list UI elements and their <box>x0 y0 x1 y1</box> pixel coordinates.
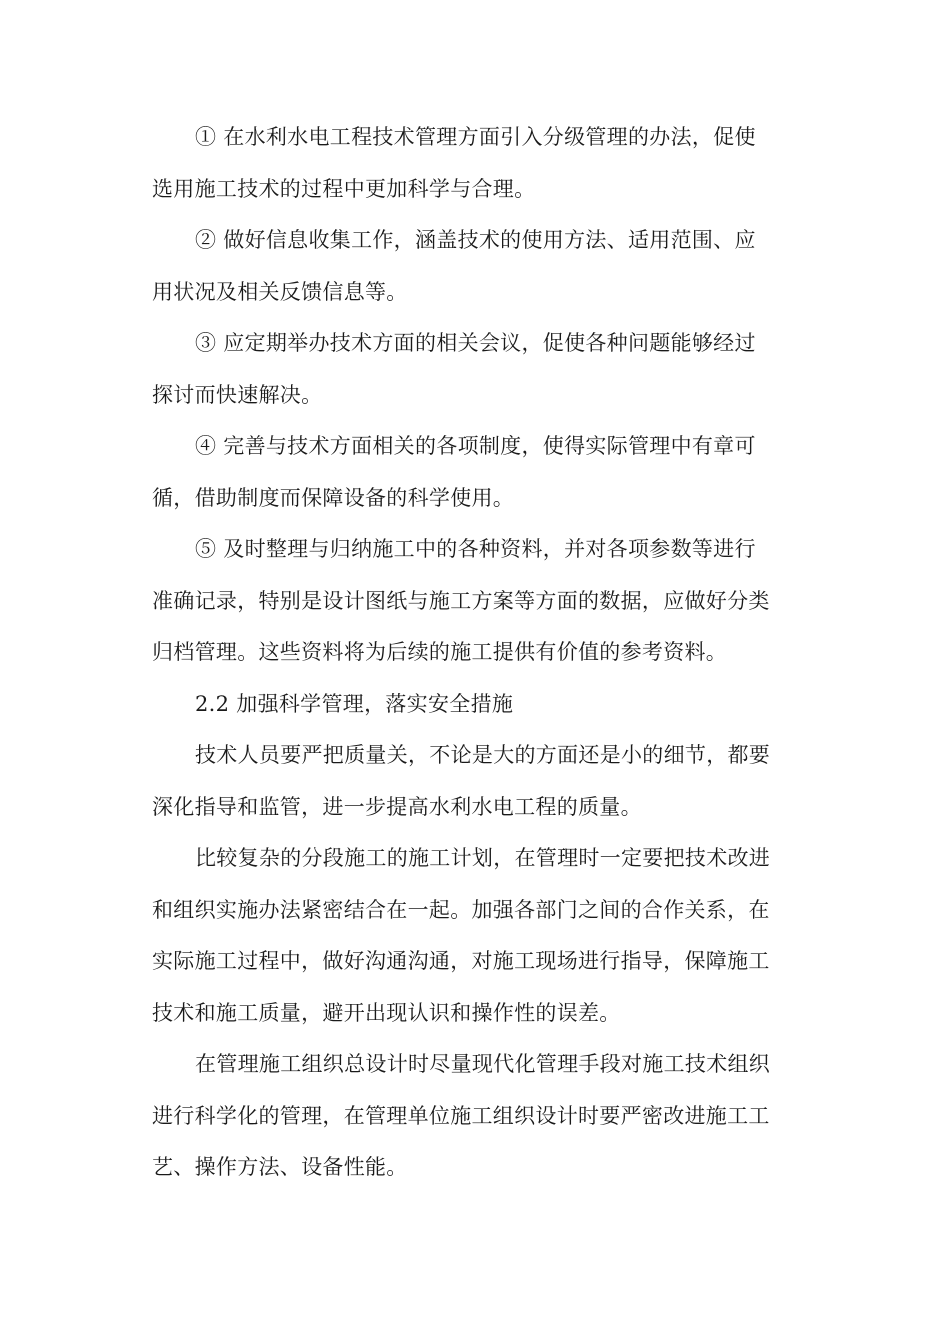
document-body <box>152 112 800 1194</box>
text-line: 和组织实施办法紧密结合在一起。加强各部门之间的合作关系，在 <box>152 897 770 922</box>
list-item-5 <box>152 524 800 679</box>
text-line: 循，借助制度而保障设备的科学使用。 <box>152 485 515 510</box>
text-line: ③ 应定期举办技术方面的相关会议，促使各种问题能够经过 <box>195 331 756 355</box>
text-line: 技术和施工质量，避开出现认识和操作性的误差。 <box>152 1000 621 1025</box>
text-line: 比较复杂的分段施工的施工计划，在管理时一定要把技术改进 <box>195 846 771 870</box>
text-line: 实际施工过程中，做好沟通沟通，对施工现场进行指导，保障施工 <box>152 949 770 973</box>
text-line: ② 做好信息收集工作，涵盖技术的使用方法、适用范围、应 <box>195 228 756 252</box>
list-item-3 <box>152 318 800 421</box>
text-line: ⑤ 及时整理与归纳施工中的各种资料，并对各项参数等进行 <box>195 537 756 561</box>
text-line: 用状况及相关反馈信息等。 <box>152 279 408 304</box>
text-line: 进行科学化的管理，在管理单位施工组织设计时要严密改进施工工 <box>152 1103 770 1128</box>
text-line: 归档管理。这些资料将为后续的施工提供有价值的参考资料。 <box>152 640 728 664</box>
list-item-4 <box>152 421 800 524</box>
list-item-1 <box>152 112 800 215</box>
paragraph-organization <box>152 1039 800 1194</box>
text-line: 深化指导和监管，进一步提高水利水电工程的质量。 <box>152 794 642 819</box>
paragraph-plan <box>152 833 800 1039</box>
text-line: ④ 完善与技术方面相关的各项制度，使得实际管理中有章可 <box>195 434 756 458</box>
text-line: 选用施工技术的过程中更加科学与合理。 <box>152 176 536 201</box>
section-heading-text: 2.2 加强科学管理，落实安全措施 <box>195 691 514 716</box>
text-line: 探讨而快速解决。 <box>152 382 323 407</box>
text-line: ① 在水利水电工程技术管理方面引入分级管理的办法，促使 <box>195 125 756 149</box>
text-line: 在管理施工组织总设计时尽量现代化管理手段对施工技术组织 <box>195 1052 771 1076</box>
text-line: 准确记录，特别是设计图纸与施工方案等方面的数据，应做好分类 <box>152 588 770 613</box>
paragraph-quality <box>152 730 800 833</box>
text-line: 技术人员要严把质量关，不论是大的方面还是小的细节，都要 <box>195 743 771 767</box>
section-heading-2-2 <box>152 679 800 731</box>
list-item-2 <box>152 215 800 318</box>
text-line: 艺、操作方法、设备性能。 <box>152 1155 408 1179</box>
